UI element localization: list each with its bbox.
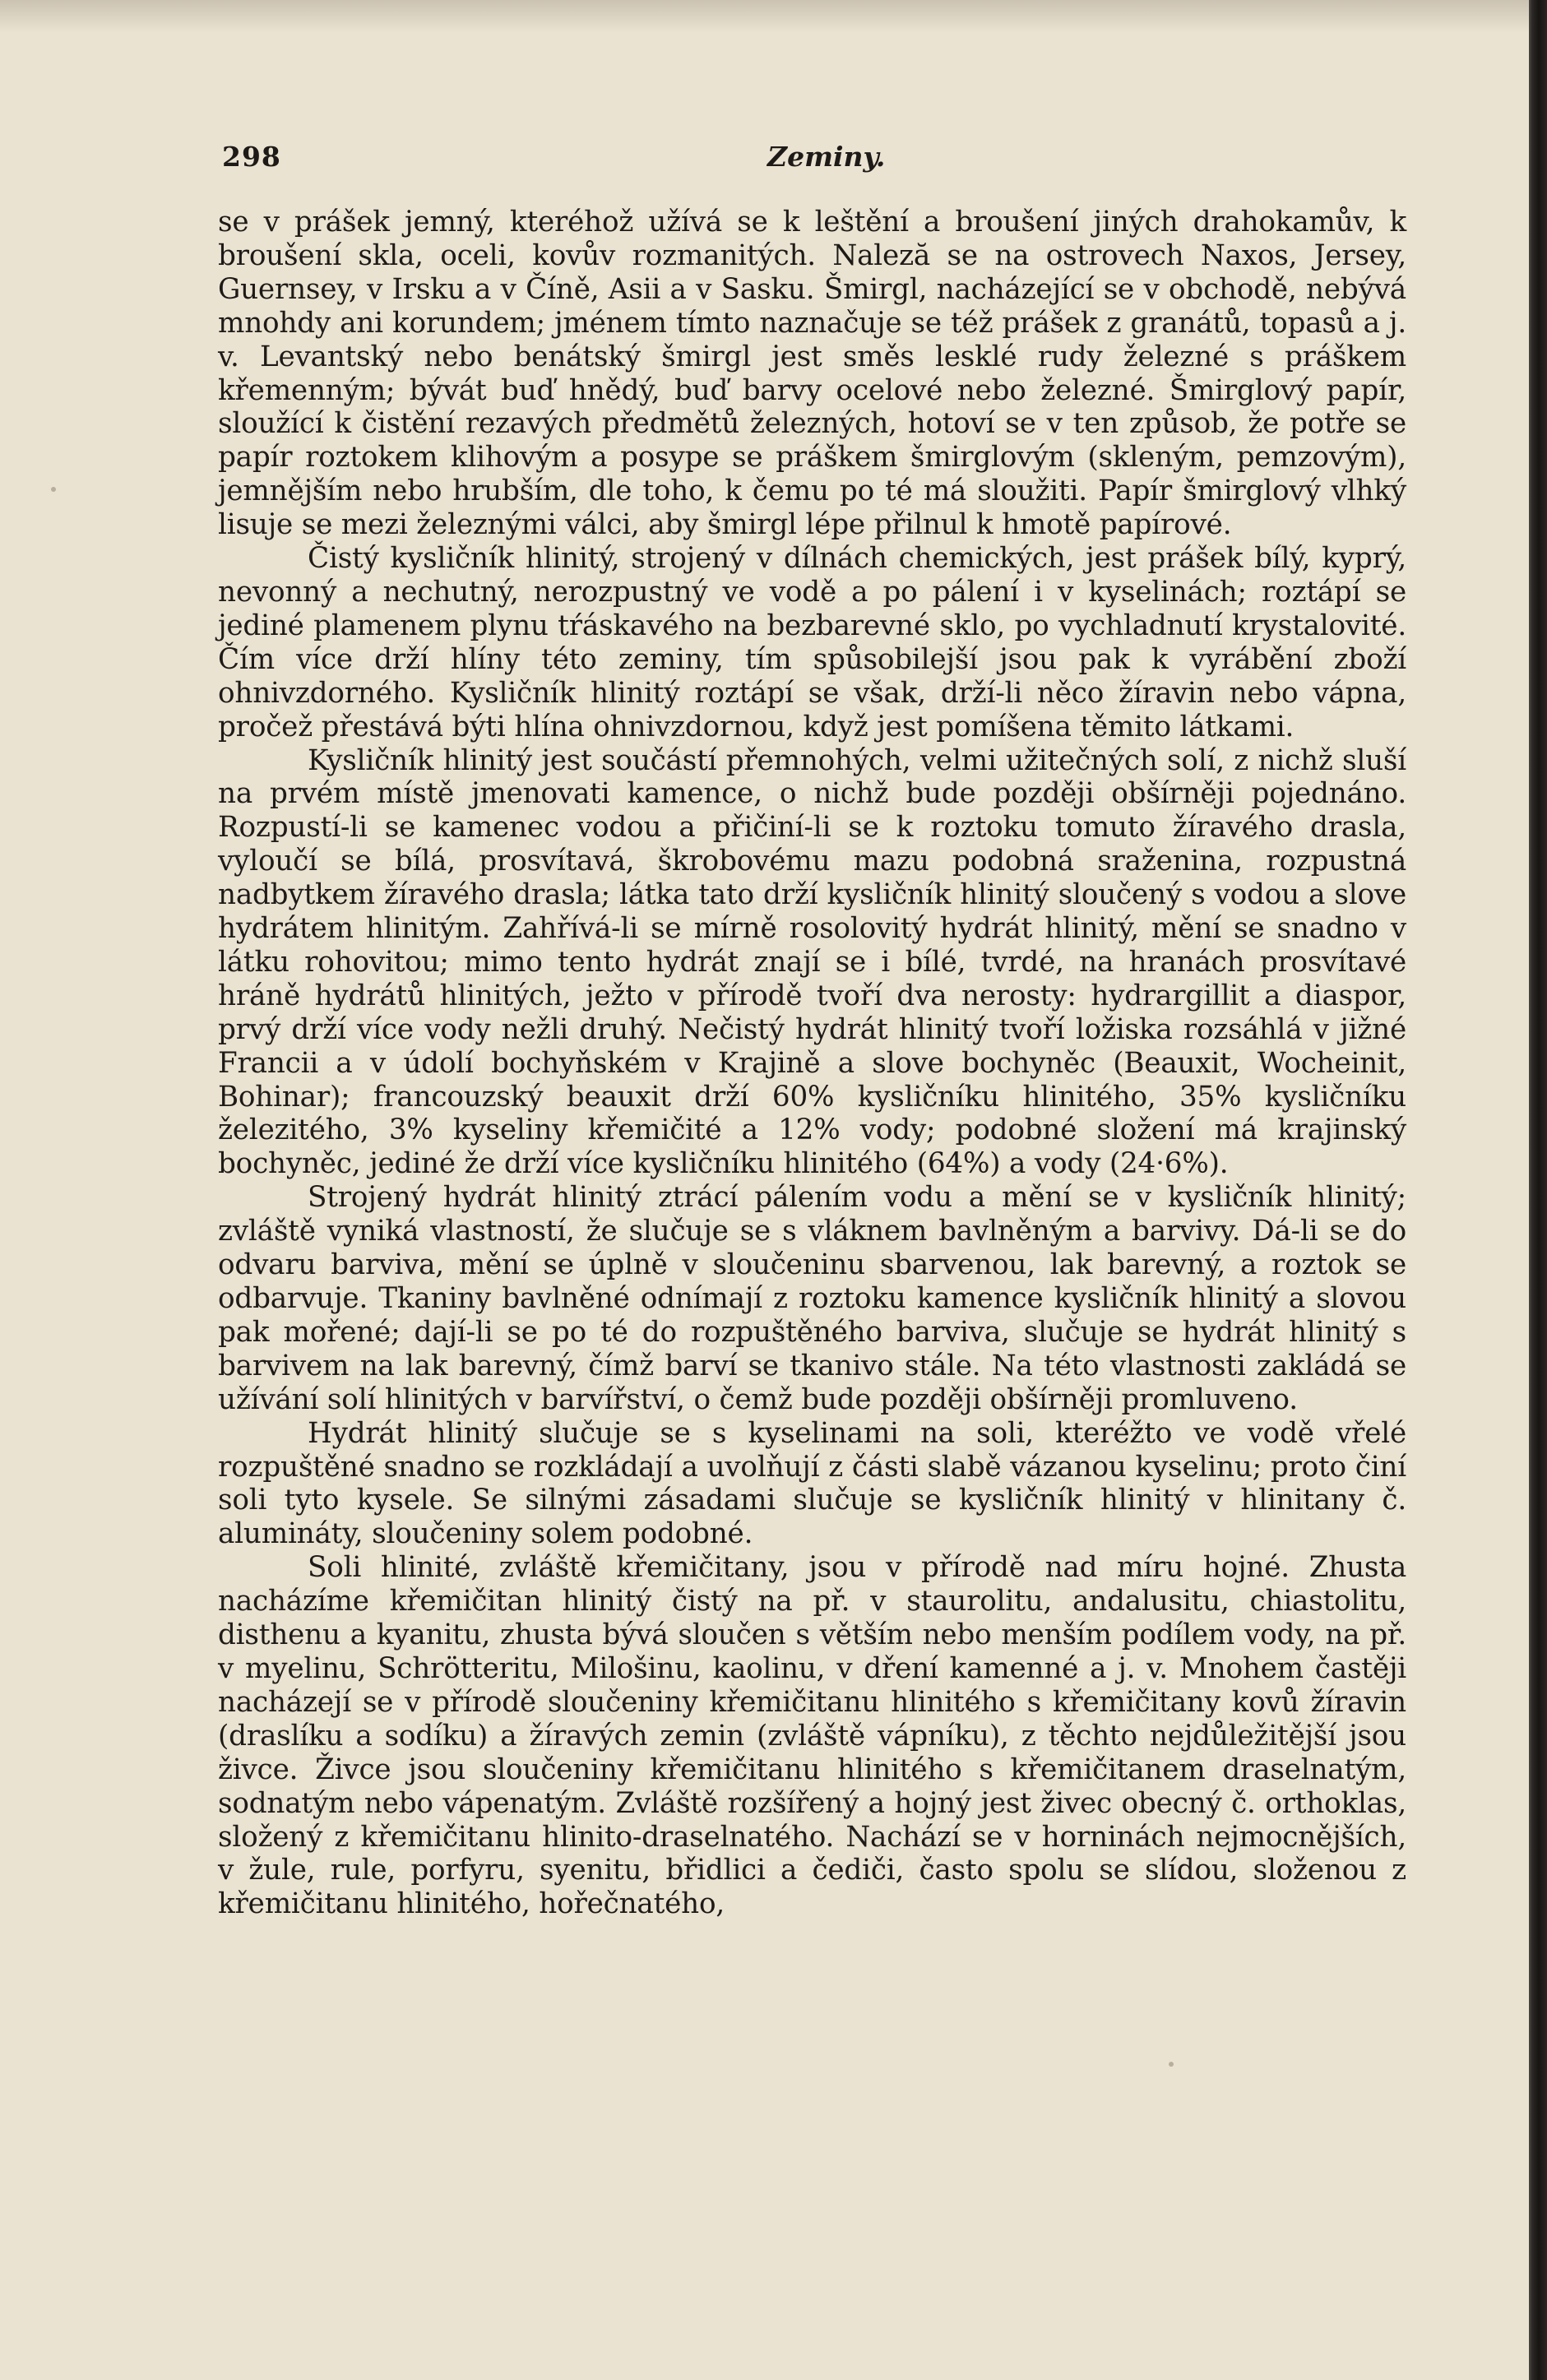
page-header [222,137,1415,178]
paper-speck [1169,2062,1174,2067]
running-title: Zeminy. [767,141,886,173]
paper-speck [51,487,56,492]
scan-edge [1529,0,1547,2380]
scan-shadow [0,0,1547,33]
paragraph: Soli hlinité, zvláště křemičitany, jsou v přírodě nad míru hojné. Zhusta nacházíme křemičitan hlinitý čistý na př. v staurolitu, andalusitu, chiastolitu, disthenu a kyanitu, zhusta bývá sloučen s větším nebo menším podílem vody, na př. v myelinu, Schrötteritu, Milošinu, kaolinu, v dření kamenné a j. v. Mnohem častěji nacházejí se v přírodě sloučeniny křemičitanu hlinitého s křemičitany kovů žíravin (draslíku a sodíku) a žíravých zemin (zvláště vápníku), z těchto nejdůležitější jsou živce. Živce jsou sloučeniny křemičitanu hlinitého s křemičitanem draselnatým, sodnatým nebo vápenatým. Zvláště rozšířený a hojný jest živec obecný č. orthoklas, složený z křemičitanu hlinito-draselnatého. Nachází se v horninách nejmocnějších, v žule, rule, porfyru, syenitu, břidlici a čediči, často spolu se slídou, složenou z křemičitanu hlinitého, hořečnatého, [218,1551,1406,1921]
paragraph: Čistý kysličník hlinitý, strojený v dílnách chemických, jest prášek bílý, kyprý, nevonný a nechutný, nerozpustný ve vodě a po pálení i v kyselinách; roztápí se jediné plamenem plynu tŕáskavého na bezbarevné sklo, po vychladnutí krystalovité. Čím více drží hlíny této zeminy, tím spůsobilejší jsou pak k vyrábění zboží ohnivzdorného. Kysličník hlinitý roztápí se však, drží-li něco žíravin nebo vápna, pročež přestává býti hlína ohnivzdornou, když jest pomíšena těmito látkami. [218,542,1406,743]
page-number: 298 [222,141,281,173]
paragraph: Hydrát hlinitý slučuje se s kyselinami na soli, kteréžto ve vodě vřelé rozpuštěné snadno se rozkládají a uvolňují z části slabě vázanou kyselinu; proto činí soli tyto kysele. Se silnými zásadami slučuje se kysličník hlinitý v hlinitany č. alumináty, sloučeniny solem podobné. [218,1416,1406,1551]
paragraph: Strojený hydrát hlinitý ztrácí pálením vodu a mění se v kysličník hlinitý; zvláště vyniká vlastností, že slučuje se s vláknem bavlněným a barvivy. Dá-li se do odvaru barviva, mění se úplně v sloučeninu sbarvenou, lak barevný, a roztok se odbarvuje. Tkaniny bavlněné odnímají z roztoku kamence kysličník hlinitý a slovou pak mořené; dají-li se po té do rozpuštěného barviva, slučuje se hydrát hlinitý s barvivem na lak barevný, čímž barví se tkanivo stále. Na této vlastnosti zakládá se užívání solí hlinitých v barvířství, o čemž bude později obšírněji promluveno. [218,1181,1406,1416]
body-text [218,206,1406,1921]
paragraph: Kysličník hlinitý jest součástí přemnohých, velmi užitečných solí, z nichž sluší na prvém místě jmenovati kamence, o nichž bude později obšírněji pojednáno. Rozpustí-li se kamenec vodou a přičiní-li se k roztoku tomuto žíravého drasla, vyloučí se bílá, prosvítavá, škrobovému mazu podobná sraženina, rozpustná nadbytkem žíravého drasla; látka tato drží kysličník hlinitý sloučený s vodou a slove hydrátem hlinitým. Zahřívá-li se mírně rosolovitý hydrát hlinitý, mění se snadno v látku rohovitou; mimo tento hydrát znají se i bílé, tvrdé, na hranách prosvítavé hráně hydrátů hlinitých, ježto v přírodě tvoří dva nerosty: hydrargillit a diaspor, prvý drží více vody nežli druhý. Nečistý hydrát hlinitý tvoří ložiska rozsáhlá v jižné Francii a v údolí bochyňském v Krajině a slove bochyněc (Beauxit, Wocheinit, Bohinar); francouzský beauxit drží 60% kysličníku hlinitého, 35% kysličníku železitého, 3% kyseliny křemičité a 12% vody; podobné složení má krajinský bochyněc, jediné že drží více kysličníku hlinitého (64%) a vody (24·6%). [218,743,1406,1181]
paragraph: se v prášek jemný, kteréhož užívá se k leštění a broušení jiných drahokamův, k broušení skla, oceli, kovův rozmanitých. Naleză se na ostrovech Naxos, Jersey, Guernsey, v Irsku a v Číně, Asii a v Sasku. Šmirgl, nacházející se v obchodě, nebývá mnohdy ani korundem; jménem tímto naznačuje se též prášek z granátů, topasů a j. v. Levantský nebo benátský šmirgl jest směs lesklé rudy železné s práškem křemenným; bývát buď hnědý, buď barvy ocelové nebo železné. Šmirglový papír, sloužící k čistění rezavých předmětů železných, hotoví se v ten způsob, že potře se papír roztokem klihovým a posype se práškem šmirglovým (skleným, pemzovým), jemnějším nebo hrubším, dle toho, k čemu po té má sloužiti. Papír šmirglový vlhký lisuje se mezi železnými válci, aby šmirgl lépe přilnul k hmotě papírové. [218,206,1406,542]
